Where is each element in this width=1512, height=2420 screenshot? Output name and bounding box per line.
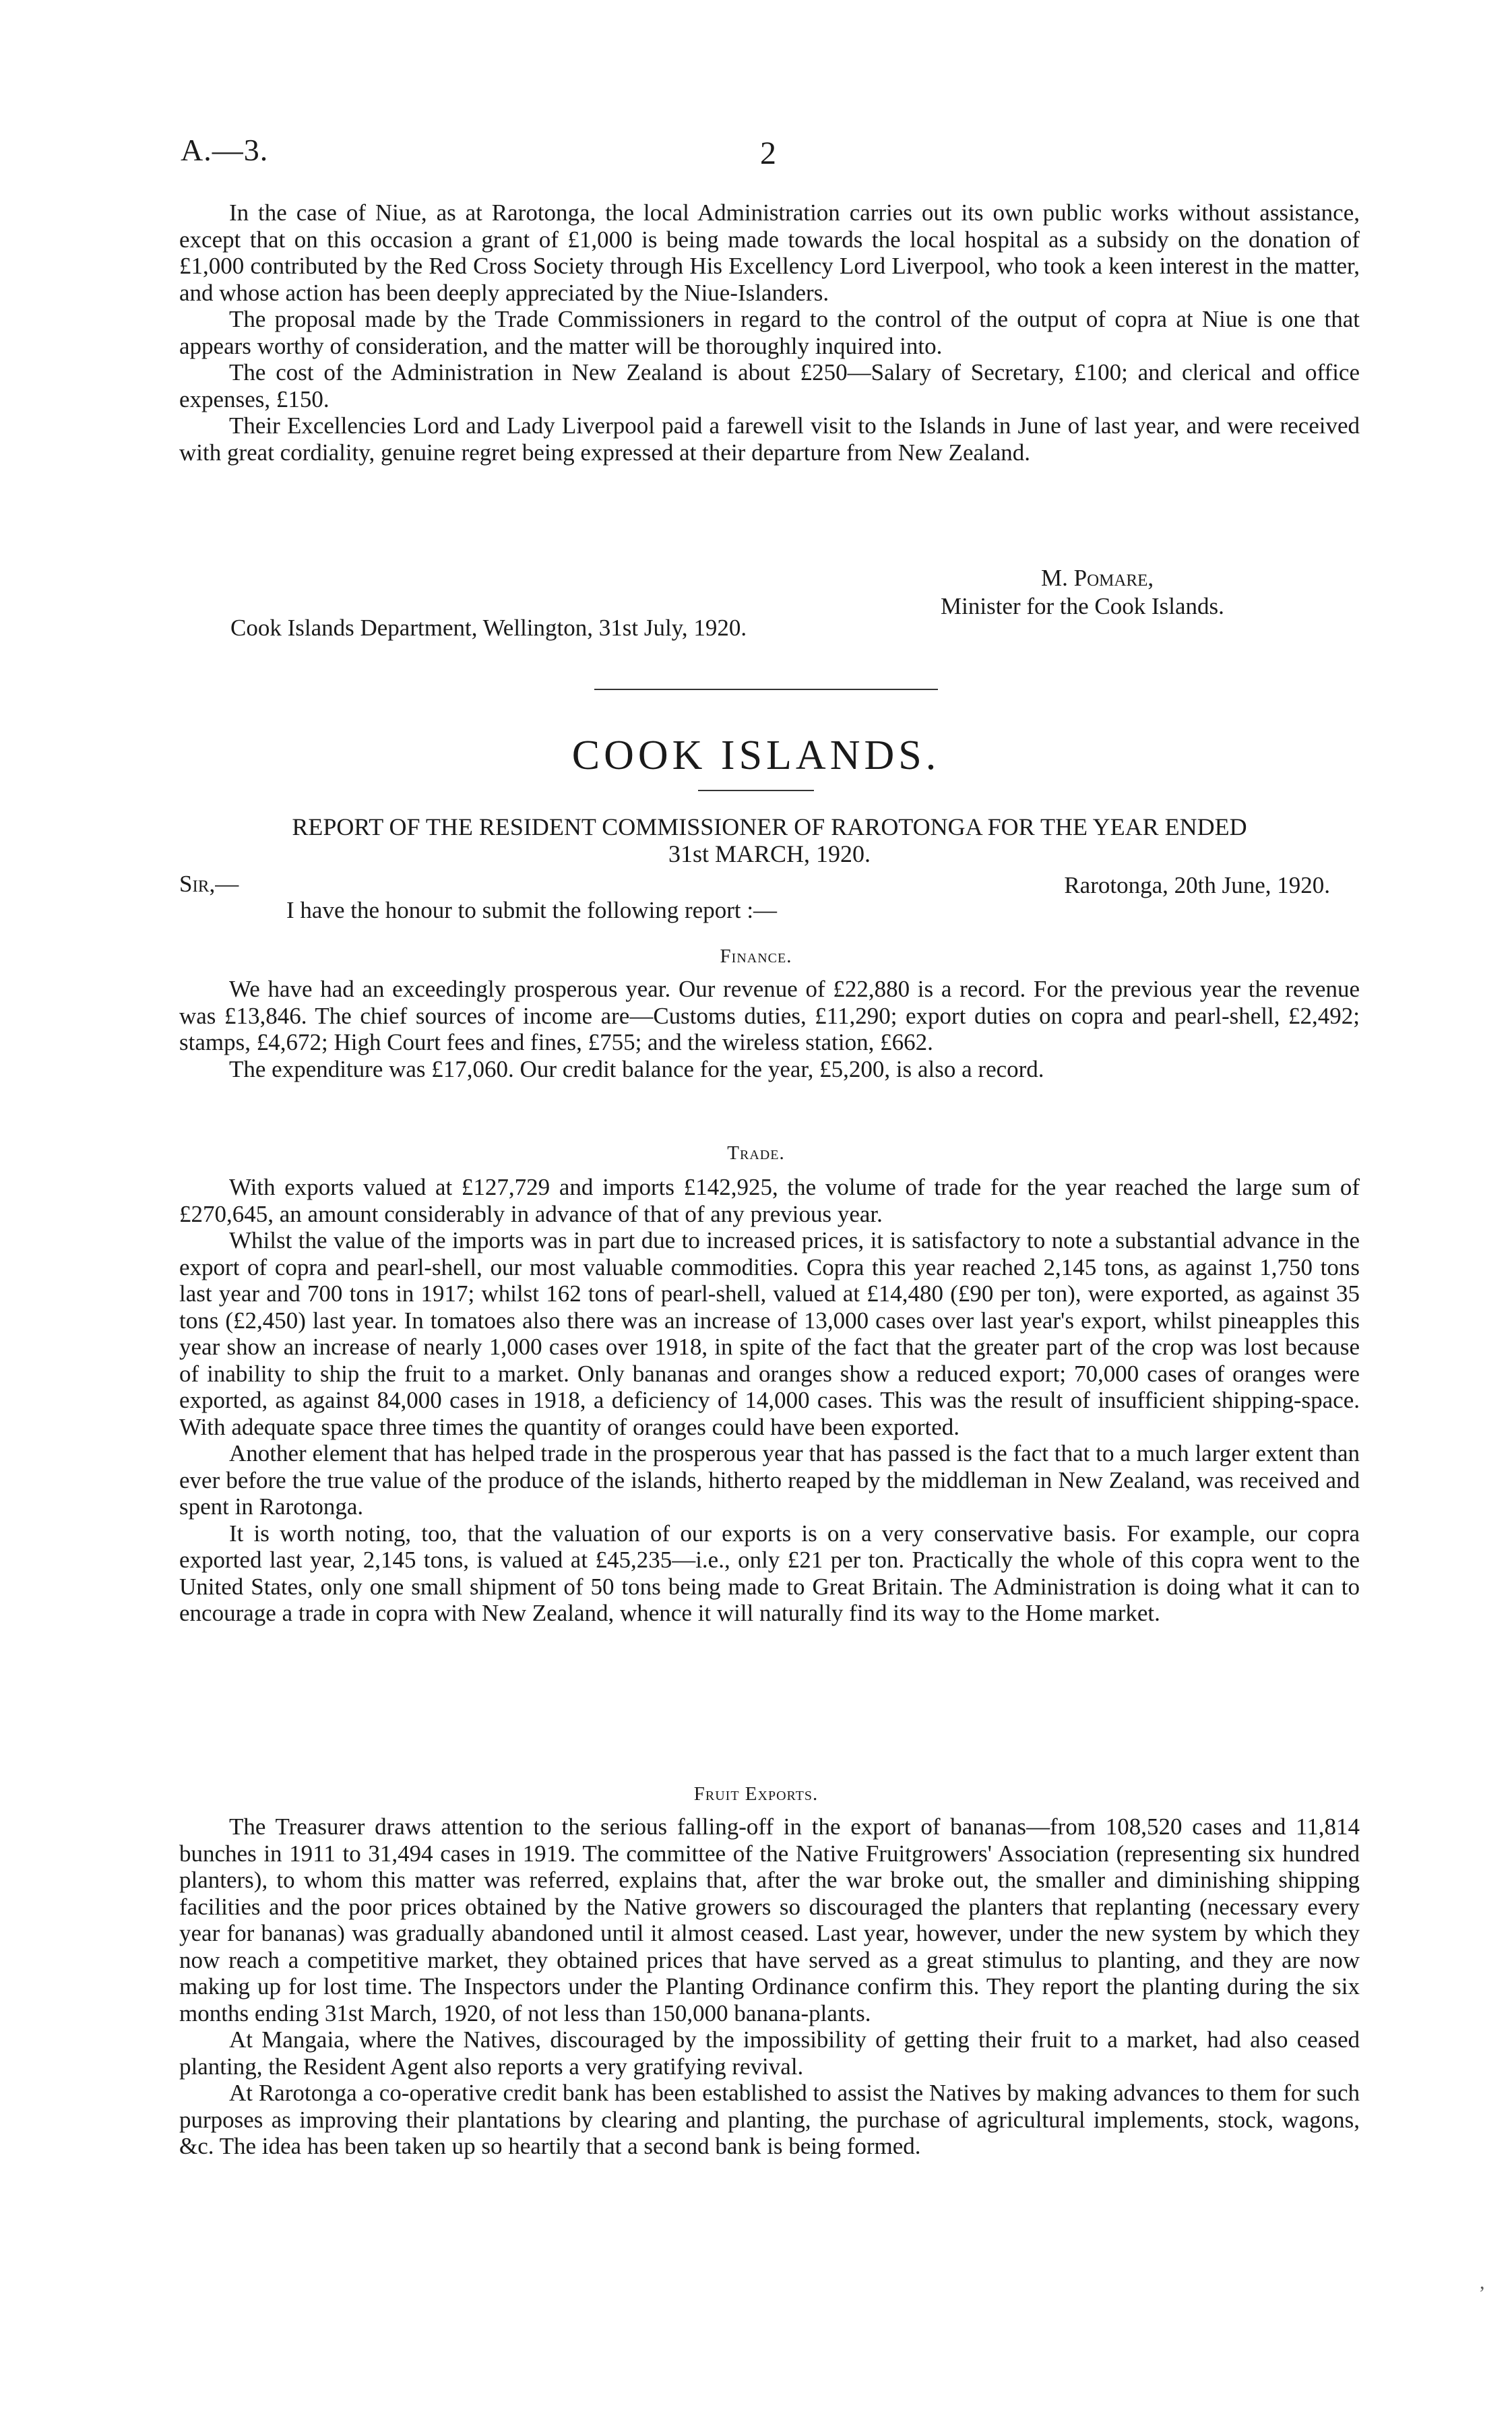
- trade-section: [179, 1174, 1360, 1627]
- report-place-date: Rarotonga, 20th June, 1920.: [1064, 872, 1330, 898]
- section-heading-finance: Finance.: [720, 945, 792, 967]
- divider: [594, 689, 938, 690]
- report-title-line: 31st MARCH, 1920.: [668, 840, 871, 867]
- paragraph: At Rarotonga a co-operative credit bank has been established to assist the Natives by making advances to them for such purposes as improving their plantations by clearing and planting, the purchase of agricultural implements, stock, wagons, &c. The idea has been taken up so heartily that a second bank is being formed.: [179, 2080, 1360, 2159]
- divider: [698, 790, 814, 791]
- page-number: 2: [760, 135, 776, 171]
- paragraph: At Mangaia, where the Natives, discouraged by the impossibility of getting their fruit to a market, had also ceased planting, the Resident Agent also reports a very gratifying revival.: [179, 2026, 1360, 2080]
- section-heading-fruit-exports: Fruit Exports.: [693, 1783, 819, 1805]
- salutation: Sir,—: [179, 871, 239, 897]
- fruit-exports-section: [179, 1813, 1360, 2160]
- paragraph: The Treasurer draws attention to the serious falling-off in the export of bananas—from 108,520 cases and 11,814 bunches in 1911 to 31,494 cases in 1919. The committee of the Native Fruitgrowers' Association (representing six hundred planters), to whom this matter was referred, explains that, after the war broke out, the smaller and diminishing shipping facilities and the poor prices obtained by the Native growers so discouraged the planters that replanting (necessary every year for bananas) was gradually abandoned until it almost ceased. Last year, however, under the new system by which they now reach a competitive market, they obtained prices that have served as a great stimulus to planting, and they are now making up for lost time. The Inspectors under the Planting Ordinance confirm this. They report the planting during the six months ending 31st March, 1920, of not less than 150,000 banana-plants.: [179, 1813, 1360, 2026]
- paragraph: Another element that has helped trade in the prosperous year that has passed is the fact that to a much larger extent than ever before the true value of the produce of the islands, hitherto reaped by the middleman in New Zealand, was received and spent in Rarotonga.: [179, 1440, 1360, 1520]
- opening-section: [179, 199, 1360, 466]
- paragraph: The cost of the Administration in New Zealand is about £250—Salary of Secretary, £100; and clerical and office expenses, £150.: [179, 359, 1360, 412]
- section-heading-trade: Trade.: [727, 1142, 785, 1164]
- signatory-title: Minister for the Cook Islands.: [941, 593, 1224, 619]
- finance-section: [179, 976, 1360, 1082]
- document-reference: A.—3.: [181, 133, 269, 167]
- paragraph: With exports valued at £127,729 and imports £142,925, the volume of trade for the year reached the large sum of £270,645, an amount considerably in advance of that of any previous year.: [179, 1174, 1360, 1227]
- paragraph: Whilst the value of the imports was in part due to increased prices, it is satisfactory to note a substantial advance in the export of copra and pearl-shell, our most valuable commodities. Copra this year reached 2,145 tons, as against 1,750 tons last year and 700 tons in 1917; whilst 162 tons of pearl-shell, valued at £14,480 (£90 per ton), were exported, as against 35 tons (£2,450) last year. In tomatoes also there was an increase of 13,000 cases over last year's export, whilst pineapples this year show an increase of nearly 1,000 cases over 1918, in spite of the fact that the greater part of the crop was lost because of inability to ship the fruit to a market. Only bananas and oranges show a reduced export; 70,000 cases of oranges were exported, as against 84,000 cases in 1918, a deficiency of 14,000 cases. This was the result of insufficient shipping-space. With adequate space three times the quantity of oranges could have been exported.: [179, 1227, 1360, 1440]
- paragraph: The expenditure was £17,060. Our credit balance for the year, £5,200, is also a record.: [229, 1055, 1044, 1082]
- report-heading: COOK ISLANDS.: [571, 733, 941, 778]
- signature-place-date: Cook Islands Department, Wellington, 31st July, 1920.: [230, 615, 747, 641]
- paragraph: Their Excellencies Lord and Lady Liverpool paid a farewell visit to the Islands in June of last year, and were received with great cordiality, genuine regret being expressed at their departure from New Zealand.: [179, 412, 1360, 466]
- paragraph: We have had an exceedingly prosperous year. Our revenue of £22,880 is a record. For the previous year the revenue was £13,846. The chief sources of income are—Customs duties, £11,290; export duties on copra and pearl-shell, £2,492; stamps, £4,672; High Court fees and fines, £755; and the wireless station, £662.: [179, 976, 1360, 1055]
- paragraph: In the case of Niue, as at Rarotonga, the local Administration carries out its own public works without assistance, except that on this occasion a grant of £1,000 is being made towards the local hospital as a subsidy on the donation of £1,000 contributed by the Red Cross Society through His Excellency Lord Liverpool, who took a keen interest in the matter, and whose action has been deeply appreciated by the Niue-Islanders.: [179, 199, 1360, 306]
- signatory-name: M. Pomare,: [1041, 565, 1154, 591]
- margin-mark: ,: [1480, 2271, 1485, 2293]
- report-intro: I have the honour to submit the following report :—: [286, 897, 778, 923]
- paragraph: It is worth noting, too, that the valuation of our exports is on a very conservative basis. For example, our copra exported last year, 2,145 tons, is valued at £45,235—i.e., only £21 per ton. Practically the whole of this copra went to the United States, only one small shipment of 50 tons being made to Great Britain. The Administration is doing what it can to encourage a trade in copra with New Zealand, whence it will naturally find its way to the Home market.: [179, 1520, 1360, 1626]
- report-title-line: REPORT OF THE RESIDENT COMMISSIONER OF RAROTONGA FOR THE YEAR ENDED: [292, 813, 1247, 840]
- paragraph: The proposal made by the Trade Commissioners in regard to the control of the output of copra at Niue is one that appears worthy of consideration, and the matter will be thoroughly inquired into.: [179, 306, 1360, 359]
- report-title: [179, 813, 1360, 867]
